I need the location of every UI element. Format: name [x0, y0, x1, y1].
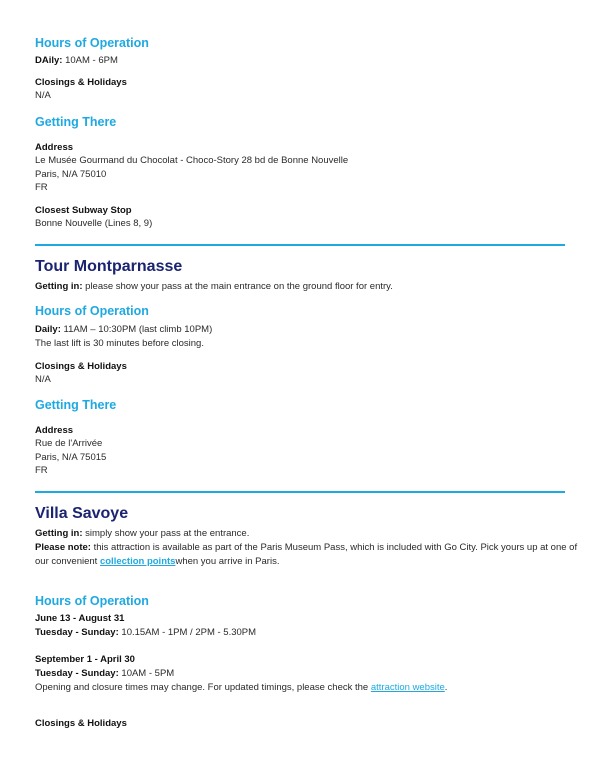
getting-in — [35, 528, 249, 540]
address-line-1: Le Musée Gourmand du Chocolat - Choco-Story 28 bd de Bonne Nouvelle — [35, 155, 349, 166]
please-note — [35, 542, 577, 554]
lift-note: The last lift is 30 minutes before closing. — [35, 338, 204, 349]
note-line2-post: when you arrive in Paris. — [175, 556, 280, 567]
daily-value: 10AM - 6PM — [65, 55, 118, 66]
closings-value: N/A — [35, 90, 51, 101]
subway-value: Bonne Nouvelle (Lines 8, 9) — [35, 218, 153, 229]
address-line-3: FR — [35, 182, 48, 193]
period-2-dates: September 1 - April 30 — [35, 654, 135, 665]
period-1-hours — [35, 627, 256, 639]
please-note-line-2 — [35, 556, 279, 568]
period-1-days: Tuesday - Sunday: — [35, 627, 119, 638]
daily-label: DAily: — [35, 55, 63, 66]
address-line-2: Paris, N/A 75010 — [35, 169, 107, 180]
address-line-3: FR — [35, 465, 48, 476]
collection-points-link[interactable]: collection points — [99, 556, 176, 567]
attraction-title: Villa Savoye — [35, 505, 129, 522]
section-divider — [35, 491, 565, 493]
closings-value: N/A — [35, 374, 51, 385]
subway-label: Closest Subway Stop — [35, 205, 132, 216]
hours-heading: Hours of Operation — [35, 304, 149, 318]
update-post: . — [444, 682, 448, 693]
closings-label: Closings & Holidays — [35, 77, 127, 88]
hours-heading: Hours of Operation — [35, 36, 149, 50]
address-line-2: Paris, N/A 75015 — [35, 452, 107, 463]
period-2-times: 10AM - 5PM — [121, 668, 175, 679]
section-divider — [35, 244, 565, 246]
period-1-times: 10.15AM - 1PM / 2PM - 5.30PM — [121, 627, 257, 638]
getting-in-text: please show your pass at the main entrance on the ground floor for entry. — [85, 281, 393, 292]
daily-hours — [35, 324, 212, 336]
getting-there-heading: Getting There — [35, 115, 117, 129]
note-line2-pre: our convenient — [35, 556, 100, 567]
daily-value: 11AM – 10:30PM (last climb 10PM) — [63, 324, 213, 335]
note-text: this attraction is available as part of the Paris Museum Pass, which is included with Go City. Pick yours up at one of — [93, 542, 578, 553]
period-2-days: Tuesday - Sunday: — [35, 668, 119, 679]
address-label: Address — [35, 425, 74, 436]
note-label: Please note: — [35, 542, 91, 553]
getting-there-heading: Getting There — [35, 398, 117, 412]
address-line-1: Rue de l'Arrivée — [35, 438, 103, 449]
attraction-title: Tour Montparnasse — [35, 258, 183, 275]
getting-in-text: simply show your pass at the entrance. — [85, 528, 250, 539]
update-note — [35, 682, 447, 694]
getting-in-label: Getting in: — [35, 281, 83, 292]
daily-label: Daily: — [35, 324, 61, 335]
hours-heading: Hours of Operation — [35, 594, 149, 608]
getting-in — [35, 281, 393, 293]
update-pre: Opening and closure times may change. For updated timings, please check the — [35, 682, 371, 693]
daily-hours — [35, 55, 118, 67]
closings-label: Closings & Holidays — [35, 718, 127, 729]
address-label: Address — [35, 142, 74, 153]
attraction-website-link[interactable]: attraction website — [370, 682, 445, 693]
period-1-dates: June 13 - August 31 — [35, 613, 125, 624]
getting-in-label: Getting in: — [35, 528, 83, 539]
closings-label: Closings & Holidays — [35, 361, 127, 372]
period-2-hours — [35, 668, 174, 680]
